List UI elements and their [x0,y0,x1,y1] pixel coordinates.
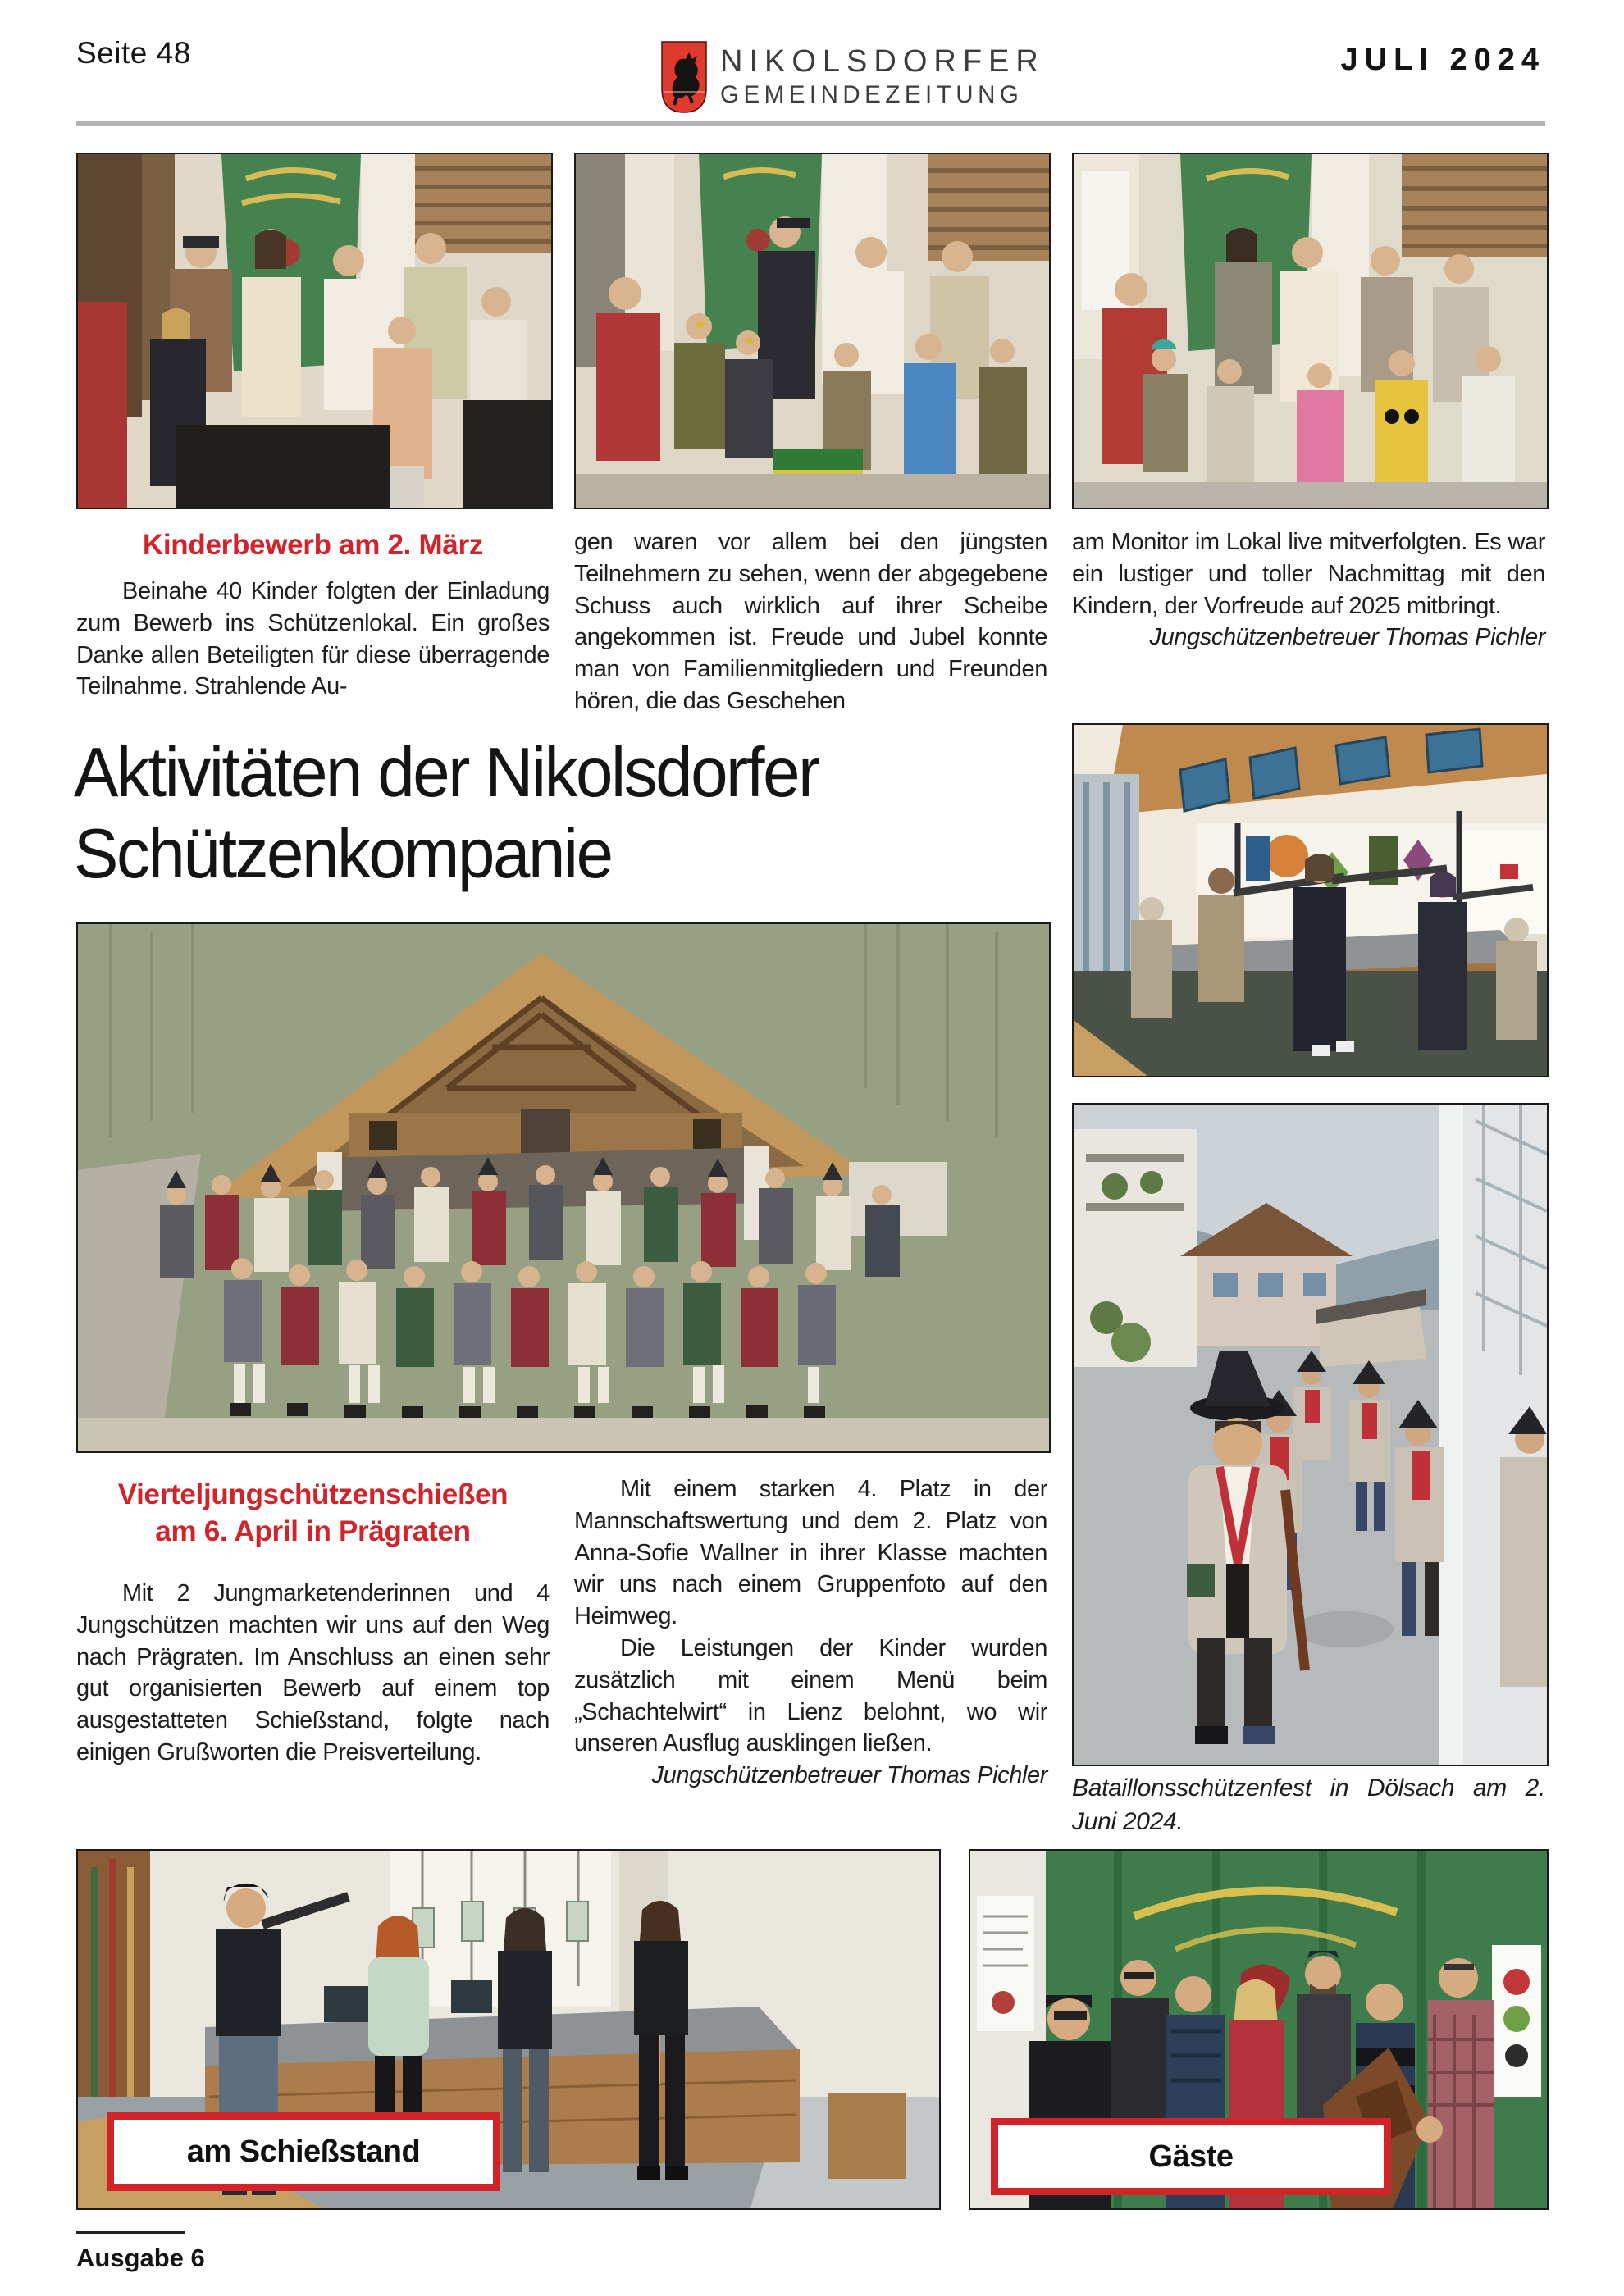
issue-date: JULI 2024 [1340,43,1545,77]
article-signature: Jungschützenbetreuer Thomas Pichler [1149,624,1545,651]
feature-title-line2: Schützenkompanie [74,815,612,893]
footer-rule [76,2231,185,2234]
photo-kinderbewerb-1 [76,153,553,509]
photo-group-schuetzenkompanie [76,922,1051,1453]
photo-label-schiessstand: am Schießstand [107,2112,500,2191]
logo-subtitle: GEMEINDEZEITUNG [720,81,1024,108]
article-kinderbewerb-headline: Kinderbewerb am 2. März [142,529,484,561]
article-kinderbewerb-col3: am Monitor im Lokal live mitverfolgten. Es war ein lustiger und toller Nachmittag mit den Kindern, der Vorfreude auf 2025 mitbringt. Jungschützenbetreuer Thomas Pichler [1072,526,1545,654]
article-signature: Jungschützenbetreuer Thomas Pichler [651,1762,1047,1789]
photo-label-gaeste: Gäste [991,2118,1391,2195]
photo-parade [1072,1103,1549,1766]
feature-title [74,732,1058,895]
feature-title-line1: Aktivitäten der Nikolsdorfer [74,734,819,812]
newspaper-logo [720,46,1045,107]
photo-kinderbewerb-2 [574,153,1051,509]
logo-title: NIKOLSDORFER [720,44,1045,79]
article-praegraten-headline: Vierteljungschützenschießen am 6. April in Prägraten [117,1478,509,1547]
footer-issue: Ausgabe 6 [76,2244,205,2272]
article-kinderbewerb-col2: gen waren vor allem bei den jüngsten Teilnehmern zu sehen, wenn der abgegebene Schuss auch wirklich auf ihrer Scheibe angekommen ist. Freude und Jubel konnte man von Familienmitgliedern und Freunden hören, die das Geschehen [574,529,1047,714]
article-praegraten-col1: Mit 2 Jungmarketenderinnen und 4 Jungschützen machten wir uns auf den Weg nach Prägraten. Im Anschluss an einen sehr gut organisierten Bewerb auf einem top ausgestatteten Schießstand, folgte nach einigen Grußworten die Preisverteilung. [76,1580,550,1765]
article-praegraten-col2: Mit einem starken 4. Platz in der Mannschaftswertung und dem 2. Platz von Anna-Sofie Wallner in ihrer Klasse machten wir uns nach einem Gruppenfoto auf den Heimweg. Die Leistungen der Kinder wurden zusätzlich mit einem Menü beim „Schachtelwirt“ in Lienz belohnt, wo wir unseren Ausflug ausklingen ließen. Jungschützenbetreuer Thomas Pichler [574,1474,1047,1792]
photo-kinderbewerb-3 [1072,153,1549,509]
logo-crest-icon [661,41,707,113]
photo-parade-caption: Bataillonsschützenfest in Dölsach am 2. Juni 2024. [1072,1774,1545,1835]
photo-shooting-range [1072,723,1549,1077]
header-rule [76,121,1545,126]
article-kinderbewerb-col1: Beinahe 40 Kinder folgten der Einladung zum Bewerb ins Schützenlokal. Ein großes Danke allen Beteiligten für diese überragende Teilnahme. Strahlende Au- [76,578,550,700]
page-number: Seite 48 [76,36,191,70]
